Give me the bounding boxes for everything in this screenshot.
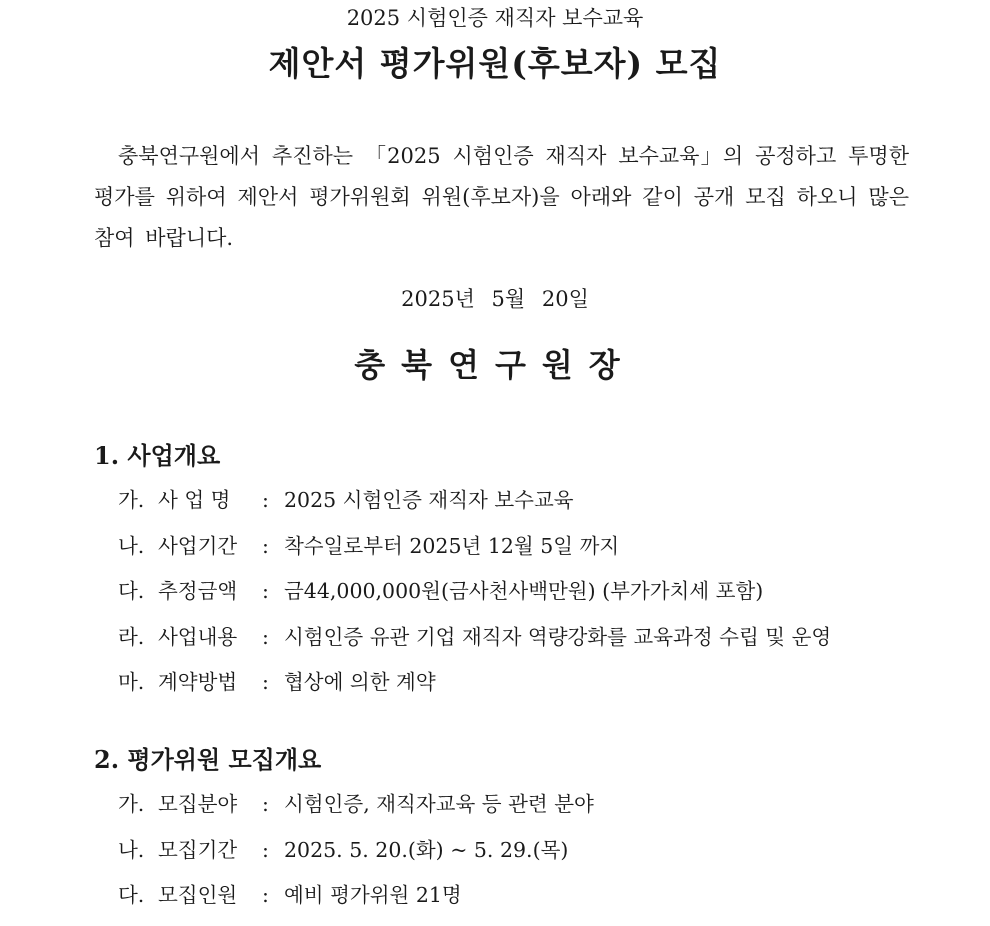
item-colon: :: [262, 533, 269, 558]
item-label: 모집기간: [158, 837, 238, 862]
item-colon: :: [262, 837, 269, 862]
list-item: [118, 880, 594, 926]
item-colon: :: [262, 624, 269, 649]
item-colon: :: [262, 792, 269, 816]
item-value: 시험인증, 재직자교육 등 관련 분야: [284, 792, 594, 816]
item-prefix: 가.: [118, 488, 145, 512]
section-heading-recruitment: 2. 평가위원 모집개요: [94, 745, 322, 774]
item-prefix: 나.: [118, 837, 145, 862]
item-label: 모집분야: [158, 792, 238, 816]
item-label: 사업내용: [158, 624, 238, 649]
issuing-organization: 충북연구원장: [354, 346, 636, 384]
item-prefix: 나.: [118, 533, 145, 558]
item-value: 금44,000,000원(금사천사백만원) (부가가치세 포함): [284, 579, 764, 603]
announcement-date: 2025년 5월 20일: [401, 287, 589, 311]
item-label: 계약방법: [158, 670, 238, 694]
item-prefix: 라.: [118, 624, 145, 649]
item-label: 사 업 명: [158, 488, 231, 512]
item-prefix: 다.: [118, 579, 145, 603]
document-title: 제안서 평가위원(후보자) 모집: [268, 44, 722, 83]
item-colon: :: [262, 670, 269, 694]
list-item: [118, 576, 831, 622]
list-item: [118, 485, 831, 531]
item-value: 2025 시험인증 재직자 보수교육: [284, 488, 574, 512]
item-value: 착수일로부터 2025년 12월 5일 까지: [284, 533, 620, 558]
item-prefix: 마.: [118, 670, 145, 694]
item-colon: :: [262, 579, 269, 603]
list-item: [118, 622, 831, 668]
list-item: [118, 531, 831, 577]
item-value: 2025. 5. 20.(화) ~ 5. 29.(목): [284, 837, 569, 862]
list-item: [118, 789, 594, 835]
item-prefix: 가.: [118, 792, 145, 816]
list-item: [118, 835, 594, 881]
document-subtitle: 2025 시험인증 재직자 보수교육: [346, 6, 644, 30]
intro-paragraph: 충북연구원에서 추진하는 「2025 시험인증 재직자 보수교육」의 공정하고 투명한 평가를 위하여 제안서 평가위원회 위원(후보자)을 아래와 같이 공개 모집 하오니 많은 참여 바랍니다.: [94, 144, 909, 250]
item-colon: :: [262, 883, 269, 907]
item-value: 시험인증 유관 기업 재직자 역량강화를 교육과정 수립 및 운영: [284, 624, 832, 649]
item-label: 추정금액: [158, 579, 238, 603]
item-prefix: 다.: [118, 883, 145, 907]
item-value: 예비 평가위원 21명: [284, 883, 462, 907]
section-heading-overview: 1. 사업개요: [94, 441, 221, 470]
item-label: 모집인원: [158, 883, 238, 907]
item-value: 협상에 의한 계약: [284, 670, 436, 694]
recruitment-list: [118, 789, 594, 926]
overview-list: [118, 485, 831, 713]
item-colon: :: [262, 488, 269, 512]
list-item: [118, 667, 831, 713]
item-label: 사업기간: [158, 533, 238, 558]
